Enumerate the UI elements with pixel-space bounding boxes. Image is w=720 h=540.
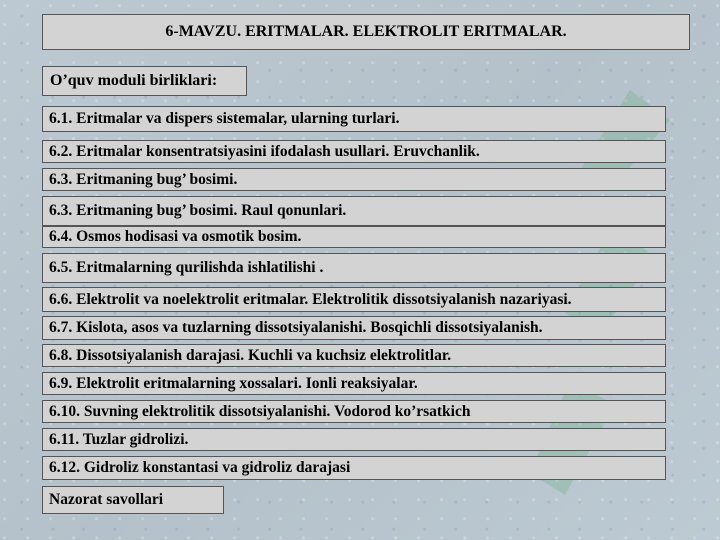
module-item-6-1: 6.1. Eritmalar va dispers sistemalar, ularning turlari.	[42, 106, 666, 132]
module-item-6-5: 6.5. Eritmalarning qurilishda ishlatilishi .	[42, 253, 666, 283]
module-item-6-2: 6.2. Eritmalar konsentratsiyasini ifodalash usullari. Eruvchanlik.	[42, 140, 666, 163]
module-item-6-4: 6.4. Osmos hodisasi va osmotik bosim.	[42, 226, 666, 248]
page-title: 6-MAVZU. ERITMALAR. ELEKTROLIT ERITMALAR.	[42, 14, 690, 50]
module-item-6-3: 6.3. Eritmaning bug’ bosimi.	[42, 168, 666, 191]
module-item-6-11: 6.11. Tuzlar gidrolizi.	[42, 428, 666, 451]
module-item-6-8: 6.8. Dissotsiyalanish darajasi. Kuchli va kuchsiz elektrolitlar.	[42, 344, 666, 367]
module-item-6-6: 6.6. Elektrolit va noelektrolit eritmalar. Elektrolitik dissotsiyalanish nazariyasi.	[42, 287, 666, 312]
module-item-6-3-raul: 6.3. Eritmaning bug’ bosimi. Raul qonunlari.	[42, 196, 666, 226]
section-subtitle: O’quv moduli birliklari:	[42, 66, 247, 96]
module-item-6-7: 6.7. Kislota, asos va tuzlarning dissotsiyalanishi. Bosqichli dissotsiyalanish.	[42, 316, 666, 340]
module-item-6-12: 6.12. Gidroliz konstantasi va gidroliz darajasi	[42, 456, 666, 480]
module-item-6-10: 6.10. Suvning elektrolitik dissotsiyalanishi. Vodorod ko’rsatkich	[42, 400, 666, 423]
control-questions-box: Nazorat savollari	[42, 486, 224, 514]
module-item-6-9: 6.9. Elektrolit eritmalarning xossalari. Ionli reaksiyalar.	[42, 372, 666, 395]
